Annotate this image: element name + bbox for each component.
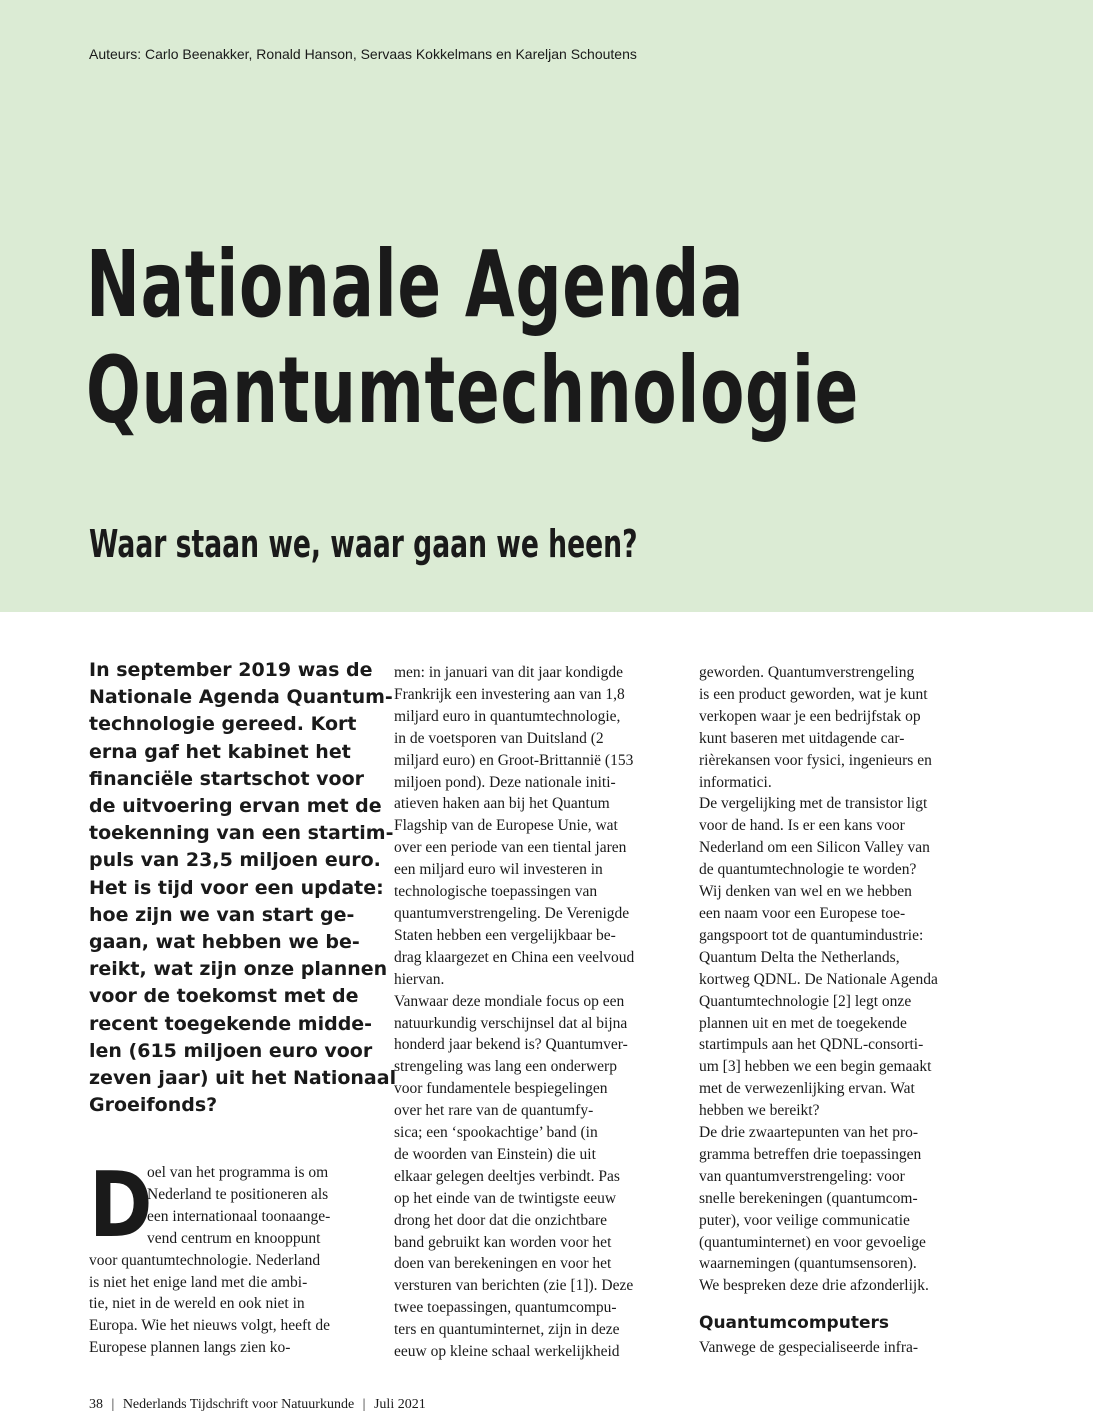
text-line: de uitvoering ervan met de (89, 795, 382, 818)
journal-name: Nederlands Tijdschrift voor Natuurkunde (122, 1397, 355, 1412)
text-line: erna gaf het kabinet het (89, 740, 351, 763)
text-line: De drie zwaartepunten van het pro- (699, 1124, 919, 1142)
text-line: De vergelijking met de transistor ligt (699, 795, 928, 813)
text-line: is niet het enige land met die ambi- (89, 1273, 308, 1291)
text-line: gaan, wat hebben we be- (89, 931, 360, 954)
text-line: toekenning van een startim- (89, 822, 394, 845)
body-column-2 (394, 662, 684, 1363)
text-line: gramma betreffen drie toepassingen (699, 1145, 922, 1163)
text-line: honderd jaar bekend is? Quantumver- (394, 1036, 628, 1054)
text-line: financiële startschot voor (89, 767, 365, 790)
text-line: tie, niet in de wereld en ook niet in (89, 1295, 305, 1313)
text-line: een internationaal toonaange- (147, 1207, 331, 1225)
section-heading: Quantumcomputers (699, 1313, 889, 1334)
text-line: Vanwege de gespecialiseerde infra- (699, 1339, 919, 1357)
text-line: miljard euro) en Groot-Brittannië (153 (394, 751, 634, 769)
text-line: zeven jaar) uit het Nationaal (89, 1067, 397, 1090)
body-column-1 (89, 1153, 379, 1359)
column-3-text-continued (699, 1337, 989, 1359)
text-line: Quantum Delta the Netherlands, (699, 948, 900, 966)
column-3-text (699, 662, 989, 1297)
text-line: Het is tijd voor een update: (89, 876, 384, 899)
text-line: rièrekansen voor fysici, ingenieurs en (699, 751, 932, 769)
text-line: Europese plannen langs zien ko- (89, 1339, 291, 1357)
footer-separator: | (111, 1397, 115, 1412)
text-line: twee toepassingen, quantumcompu- (394, 1299, 617, 1317)
text-line: informatici. (699, 773, 772, 791)
text-line: quantumverstrengeling. De Verenigde (394, 904, 630, 922)
title-line-2: Quantumtechnologie (86, 337, 859, 444)
page-number: 38 (89, 1397, 103, 1412)
text-line: op het einde van de twintigste eeuw (394, 1189, 617, 1207)
text-line: Nationale Agenda Quantum- (89, 686, 393, 709)
text-line: Groeifonds? (89, 1094, 218, 1117)
text-line: len (615 miljoen euro voor (89, 1039, 373, 1062)
text-line: oel van het programma is om (147, 1164, 329, 1181)
text-line: de quantumtechnologie te worden? (699, 861, 917, 879)
text-line: Staten hebben een vergelijkbaar be- (394, 926, 616, 944)
text-line: over een periode van een tiental jaren (394, 839, 627, 857)
text-line: ters en quantuminternet, zijn in deze (394, 1321, 620, 1339)
text-line: hebben we bereikt? (699, 1102, 820, 1120)
text-line: um [3] hebben we een begin gemaakt (699, 1058, 932, 1076)
text-line: plannen uit en met de toegekende (699, 1014, 907, 1032)
text-line: eeuw op kleine schaal werkelijkheid (394, 1343, 620, 1361)
text-line: Nederland om een Silicon Valley van (699, 839, 930, 857)
text-line: strengeling was lang een onderwerp (394, 1058, 617, 1076)
text-line: waarnemingen (quantumsensoren). (699, 1255, 917, 1273)
article-subtitle: Waar staan we, waar gaan we heen? (89, 522, 638, 566)
text-line: In september 2019 was de (89, 659, 373, 681)
text-line: voor quantumtechnologie. Nederland (89, 1251, 321, 1269)
text-line: Wij denken van wel en we hebben (699, 883, 912, 901)
text-line: puter), voor veilige communicatie (699, 1211, 910, 1229)
text-line: met de verwezenlijking ervan. Wat (699, 1080, 915, 1098)
authors-line: Auteurs: Carlo Beenakker, Ronald Hanson, Servaas Kokkelmans en Kareljan Schoutens (89, 46, 637, 62)
article-title (86, 231, 859, 444)
text-line: in de voetsporen van Duitsland (2 (394, 729, 604, 747)
text-line: elkaar gelegen deeltjes verbindt. Pas (394, 1167, 620, 1185)
footer-separator: | (362, 1397, 366, 1412)
text-line: voor fundamentele bespiegelingen (394, 1080, 608, 1098)
text-line: snelle berekeningen (quantumcom- (699, 1189, 918, 1207)
text-line: voor de toekomst met de (89, 985, 359, 1008)
text-line: miljard euro in quantumtechnologie, (394, 707, 621, 725)
text-line: vend centrum en knooppunt (147, 1229, 321, 1247)
text-line: technologie gereed. Kort (89, 713, 357, 736)
text-line: drong het door dat die onzichtbare (394, 1211, 608, 1229)
text-line: startimpuls aan het QDNL-consorti- (699, 1036, 924, 1054)
text-line: sica; een ‘spookachtige’ band (in (394, 1124, 598, 1142)
text-line: Nederland te positioneren als (147, 1185, 329, 1203)
text-line: kunt baseren met uitdagende car- (699, 729, 905, 747)
text-line: kortweg QDNL. De Nationale Agenda (699, 970, 938, 988)
body-column-3 (699, 662, 989, 1359)
text-line: drag klaargezet en China een veelvoud (394, 948, 635, 966)
text-line: atieven haken aan bij het Quantum (394, 795, 610, 813)
text-line: reikt, wat zijn onze plannen (89, 958, 388, 981)
text-line: We bespreken deze drie afzonderlijk. (699, 1277, 929, 1295)
text-line: een naam voor een Europese toe- (699, 904, 906, 922)
text-line: Flagship van de Europese Unie, wat (394, 817, 618, 835)
text-line: geworden. Quantumverstrengeling (699, 664, 915, 681)
text-line: doen van berekeningen en voor het (394, 1255, 612, 1273)
intro-paragraph (89, 657, 397, 1119)
text-line: Vanwaar deze mondiale focus op een (394, 992, 625, 1010)
text-line: men: in januari van dit jaar kondigde (394, 664, 623, 681)
text-line: natuurkundig verschijnsel dat al bijna (394, 1014, 628, 1032)
text-line: technologische toepassingen van (394, 883, 598, 901)
text-line: Frankrijk een investering aan van 1,8 (394, 685, 625, 703)
text-line: puls van 23,5 miljoen euro. (89, 849, 381, 872)
text-line: verkopen waar je een bedrijfstak op (699, 707, 921, 725)
page-footer (89, 1397, 426, 1413)
text-line: recent toegekende midde- (89, 1012, 373, 1035)
text-line: van quantumverstrengeling: voor (699, 1167, 905, 1185)
text-line: voor de hand. Is er een kans voor (699, 817, 905, 835)
text-line: hiervan. (394, 970, 445, 988)
drop-cap: D (89, 1153, 153, 1258)
text-line: gangspoort tot de quantumindustrie: (699, 926, 924, 944)
text-line: hoe zijn we van start ge- (89, 903, 355, 926)
text-line: versturen van berichten (zie [1]). Deze (394, 1277, 634, 1295)
text-line: (quantuminternet) en voor gevoelige (699, 1233, 926, 1251)
header-banner (0, 0, 1093, 612)
text-line: Europa. Wie het nieuws volgt, heeft de (89, 1317, 330, 1335)
text-line: miljoen pond). Deze nationale initi- (394, 773, 616, 791)
text-line: is een product geworden, wat je kunt (699, 685, 928, 703)
text-line: band gebruikt kan worden voor het (394, 1233, 612, 1251)
text-line: de woorden van Einstein) die uit (394, 1145, 596, 1163)
text-line: over het rare van de quantumfy- (394, 1102, 594, 1120)
text-line: een miljard euro wil investeren in (394, 861, 603, 879)
title-line-1: Nationale Agenda (86, 231, 745, 338)
issue-date: Juli 2021 (373, 1397, 426, 1412)
text-line: Quantumtechnologie [2] legt onze (699, 992, 912, 1010)
